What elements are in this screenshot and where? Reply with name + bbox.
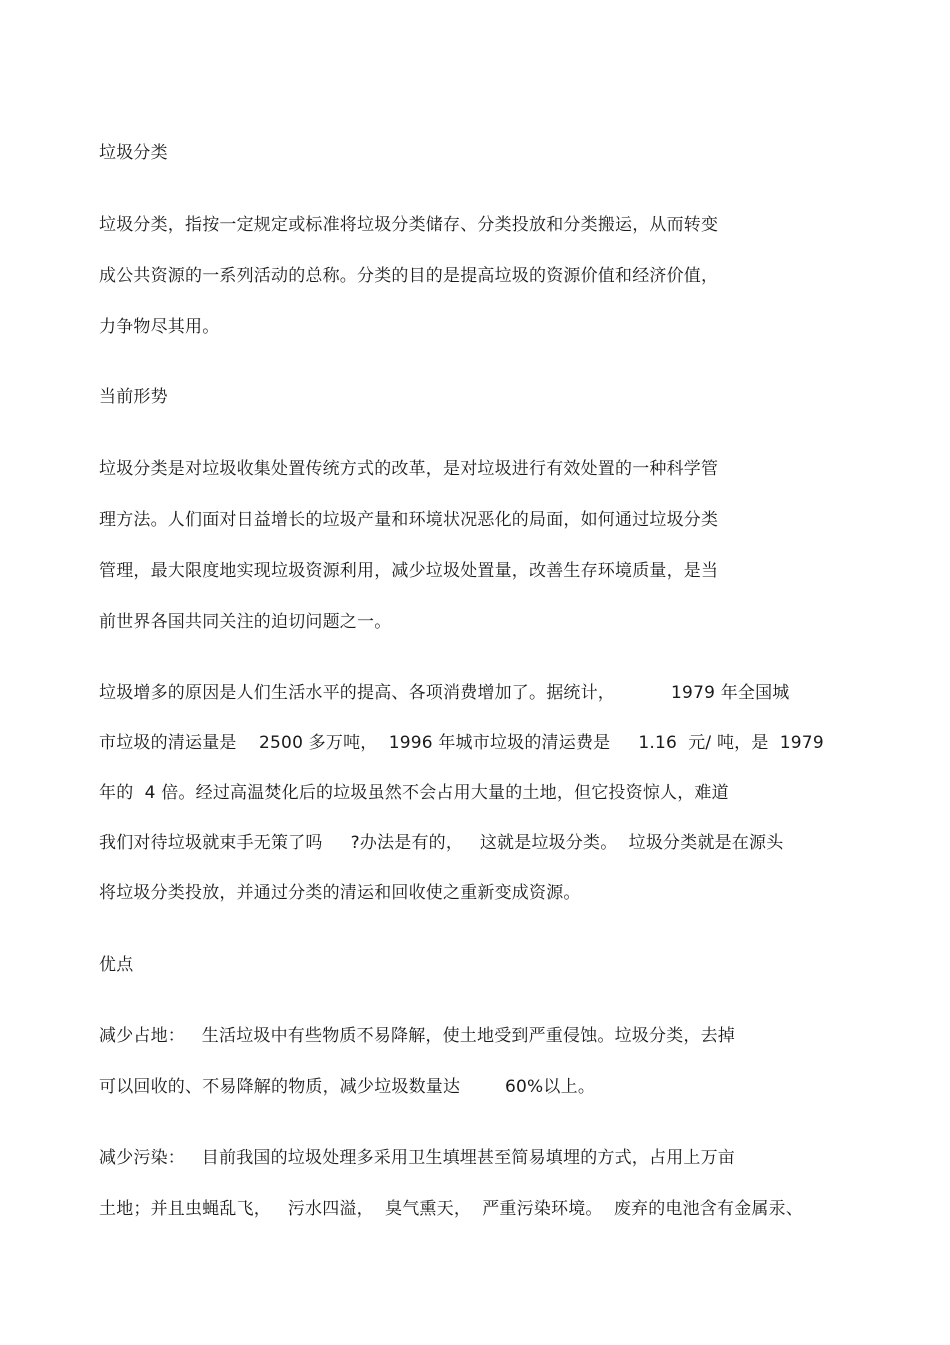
paragraph-line: 我们对待垃圾就束手无策了吗 ?办法是有的， 这就是垃圾分类。 垃圾分类就是在源头 <box>99 833 784 853</box>
heading-advantages: 优点 <box>99 955 134 975</box>
paragraph-line: 垃圾分类，指按一定规定或标准将垃圾分类储存、分类投放和分类搬运，从而转变 <box>99 215 719 235</box>
paragraph-line: 成公共资源的一系列活动的总称。分类的目的是提高垃圾的资源价值和经济价值， <box>99 266 719 286</box>
paragraph-line: 减少占地： 生活垃圾中有些物质不易降解，使土地受到严重侵蚀。垃圾分类，去掉 <box>99 1026 736 1046</box>
heading-current-situation: 当前形势 <box>99 387 168 407</box>
paragraph-line: 土地；并且虫蝇乱飞， 污水四溢， 臭气熏天， 严重污染环境。 废弃的电池含有金属汞、 <box>99 1199 804 1219</box>
heading-garbage-classification: 垃圾分类 <box>99 143 168 163</box>
paragraph-line: 理方法。人们面对日益增长的垃圾产量和环境状况恶化的局面，如何通过垃圾分类 <box>99 510 719 530</box>
paragraph-line: 管理，最大限度地实现垃圾资源利用，减少垃圾处置量，改善生存环境质量，是当 <box>99 561 719 581</box>
paragraph-line: 前世界各国共同关注的迫切问题之一。 <box>99 612 392 632</box>
paragraph-line: 年的 4 倍。经过高温焚化后的垃圾虽然不会占用大量的土地，但它投资惊人，难道 <box>99 783 729 803</box>
paragraph-line: 力争物尽其用。 <box>99 317 220 337</box>
paragraph-line: 将垃圾分类投放，并通过分类的清运和回收使之重新变成资源。 <box>99 883 581 903</box>
paragraph-line: 可以回收的、不易降解的物质，减少垃圾数量达 60%以上。 <box>99 1077 596 1097</box>
paragraph-line: 垃圾增多的原因是人们生活水平的提高、各项消费增加了。据统计， 1979 年全国城 <box>99 683 790 703</box>
paragraph-line: 垃圾分类是对垃圾收集处置传统方式的改革，是对垃圾进行有效处置的一种科学管 <box>99 459 719 479</box>
paragraph-line: 减少污染： 目前我国的垃圾处理多采用卫生填埋甚至简易填埋的方式，占用上万亩 <box>99 1148 736 1168</box>
paragraph-line: 市垃圾的清运量是 2500 多万吨， 1996 年城市垃圾的清运费是 1.16 元/ 吨，是 1979 <box>99 733 824 753</box>
